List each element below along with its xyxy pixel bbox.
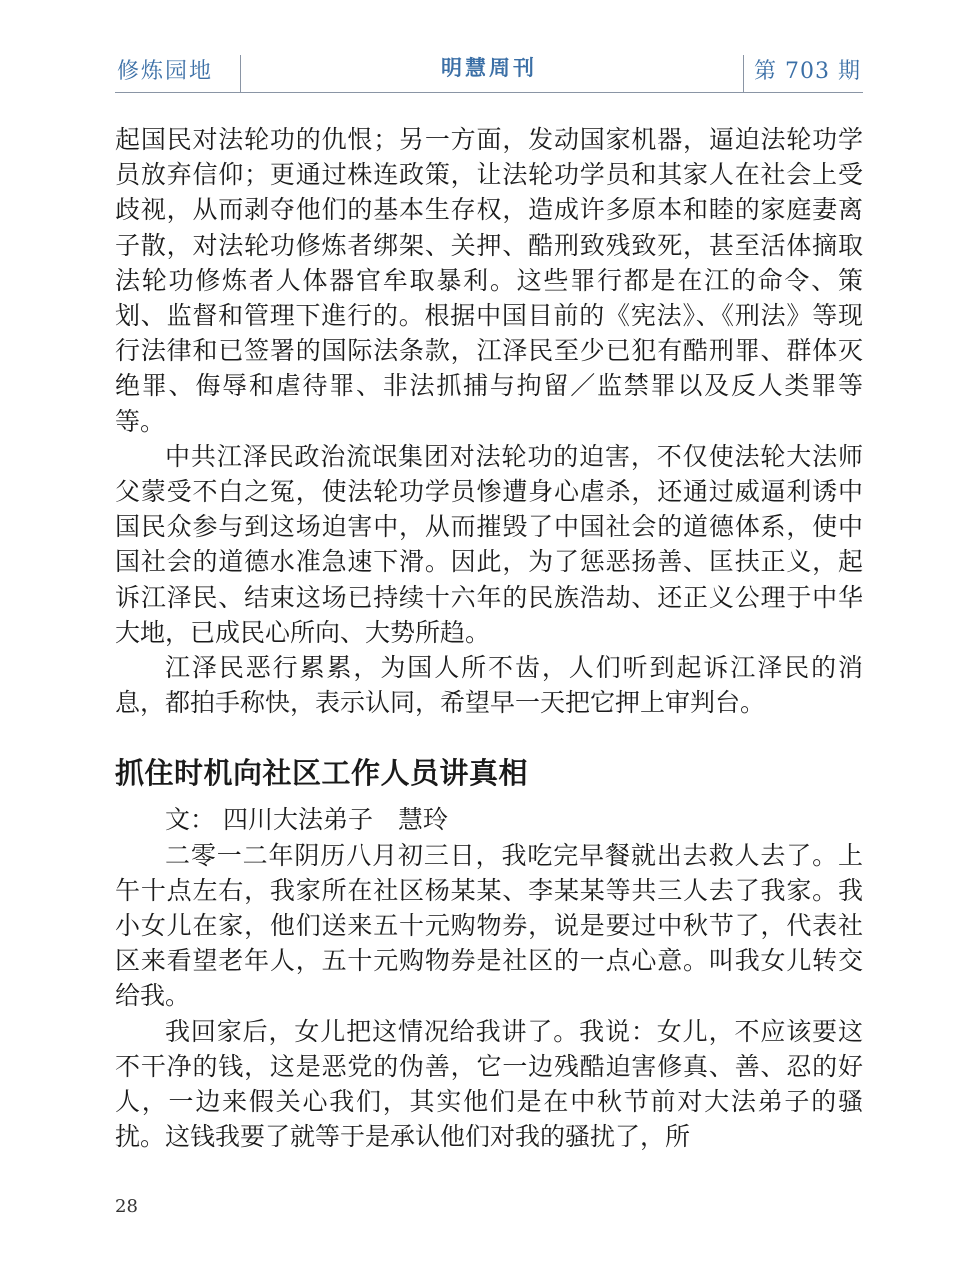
article-paragraph: 二零一二年阴历八月初三日，我吃完早餐就出去救人去了。上午十点左右，我家所在社区杨某某、李某某等共三人去了我家。我小女儿在家，他们送来五十元购物券，说是要过中秋节了，代表社区来看望老年人，五十元购物券是社区的一点心意。叫我女儿转交给我。	[115, 840, 863, 1011]
body-paragraph-continued: 起国民对法轮功的仇恨；另一方面，发动国家机器，逼迫法轮功学员放弃信仰；更通过株连政策，让法轮功学员和其家人在社会上受歧视，从而剥夺他们的基本生存权，造成许多原本和睦的家庭妻离子散，对法轮功修炼者绑架、关押、酷刑致残致死，甚至活体摘取法轮功修炼者人体器官牟取暴利。这些罪行都是在江的命令、策划、监督和管理下進行的。根据中国目前的《宪法》、《刑法》等现行法律和已签署的国际法条款，江泽民至少已犯有酷刑罪、群体灭绝罪、侮辱和虐待罪、非法抓捕与拘留／监禁罪以及反人类罪等等。	[115, 125, 863, 436]
article-title: 抓住时机向社区工作人员讲真相	[115, 756, 529, 791]
page-content	[115, 122, 863, 1154]
publication-title: 明慧周刊	[441, 56, 537, 80]
article-paragraph: 我回家后，女儿把这情况给我讲了。我说：女儿，不应该要这不干净的钱，这是恶党的伪善，它一边残酷迫害修真、善、忍的好人，一边来假关心我们，其实他们是在中秋节前对大法弟子的骚扰。这钱我要了就等于是承认他们对我的骚扰了，所	[115, 1016, 863, 1152]
header-divider-right	[743, 55, 744, 92]
issue-number: 第 703 期	[754, 59, 861, 84]
body-paragraph: 中共江泽民政治流氓集团对法轮功的迫害，不仅使法轮大法师父蒙受不白之冤，使法轮功学员惨遭身心虐杀，还通过威逼利诱中国民众参与到这场迫害中，从而摧毁了中国社会的道德体系，使中国社会的道德水准急速下滑。因此，为了惩恶扬善、匡扶正义，起诉江泽民、结束这场已持续十六年的民族浩劫、还正义公理于中华大地，已成民心所向、大势所趋。	[115, 441, 863, 647]
page-number: 28	[115, 1196, 138, 1217]
article-byline: 文： 四川大法弟子 慧玲	[165, 805, 448, 835]
section-name: 修炼园地	[117, 59, 214, 84]
body-paragraph: 江泽民恶行累累，为国人所不齿，人们听到起诉江泽民的消息，都拍手称快，表示认同，希望早一天把它押上审判台。	[115, 653, 863, 718]
page-header	[115, 50, 863, 93]
